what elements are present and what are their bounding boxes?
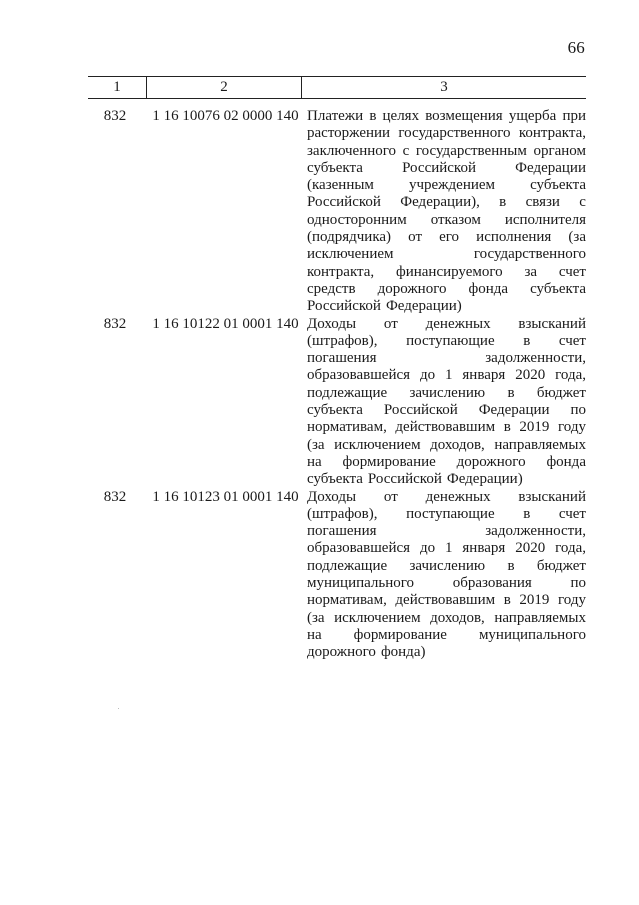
description-line: субъекта Российской Федерации) (307, 471, 523, 488)
description-line: Российской Федерации) (307, 298, 462, 315)
description-line: образовавшейся до 1 января 2020 года, (307, 367, 586, 384)
description-line: заключенного с государственным органом (307, 142, 586, 159)
description-line: субъекта Российской Федерации (307, 159, 586, 176)
description-line: (штрафов), поступающие в счет (307, 332, 586, 349)
description-line: погашения задолженности, (307, 523, 586, 540)
administrator-code: 832 (103, 108, 127, 124)
budget-classification-code: 1 16 10076 02 0000 140 (152, 108, 299, 124)
description-line: Платежи в целях возмещения ущерба при (307, 108, 586, 124)
table-header-row (88, 76, 586, 99)
description-line: на формирование муниципального (307, 626, 586, 643)
scan-speck (118, 708, 119, 709)
revenue-description (301, 489, 586, 662)
description-line: Доходы от денежных взысканий (307, 488, 586, 505)
description-line: расторжении государственного контракта, (307, 125, 586, 142)
description-line: (за исключением доходов, направляемых (307, 609, 586, 626)
page-number: 66 (567, 38, 585, 57)
description-line: нормативам, действовавшим в 2019 году (307, 592, 586, 609)
description-line: исключением государственного (307, 246, 586, 263)
table-body (88, 99, 586, 662)
budget-classification-code: 1 16 10123 01 0001 140 (152, 488, 299, 505)
description-line: образовавшейся до 1 января 2020 года, (307, 540, 586, 557)
description-line: подлежащие зачислению в бюджет (307, 557, 586, 574)
description-line: дорожного фонда) (307, 644, 426, 661)
description-line: Российской Федерации), в связи с (307, 194, 586, 211)
description-line: (штрафов), поступающие в счет (307, 505, 586, 522)
description-line: средств дорожного фонда субъекта (307, 280, 586, 297)
description-line: (казенным учреждением субъекта (307, 177, 586, 194)
header-column-2: 2 (146, 77, 301, 98)
header-column-3: 3 (301, 77, 586, 98)
budget-classification-code: 1 16 10122 01 0001 140 (152, 315, 299, 332)
revenue-description (301, 108, 586, 316)
administrator-code: 832 (103, 488, 127, 505)
administrator-code: 832 (103, 315, 127, 332)
revenue-description (301, 316, 586, 489)
description-line: подлежащие зачислению в бюджет (307, 384, 586, 401)
description-line: (за исключением доходов, направляемых (307, 436, 586, 453)
description-line: контракта, финансируемого за счет (307, 263, 586, 280)
description-line: погашения задолженности, (307, 350, 586, 367)
header-column-1: 1 (113, 79, 121, 95)
table-row (88, 489, 586, 662)
description-line: Доходы от денежных взысканий (307, 315, 586, 332)
description-line: муниципального образования по (307, 575, 586, 592)
description-line: субъекта Российской Федерации по (307, 402, 586, 419)
description-line: односторонним отказом исполнителя (307, 211, 586, 228)
table-row (88, 108, 586, 316)
revenue-code-table (88, 76, 586, 662)
description-line: на формирование дорожного фонда (307, 453, 586, 470)
description-line: нормативам, действовавшим в 2019 году (307, 419, 586, 436)
description-line: (подрядчика) от его исполнения (за (307, 229, 586, 246)
table-row (88, 316, 586, 489)
